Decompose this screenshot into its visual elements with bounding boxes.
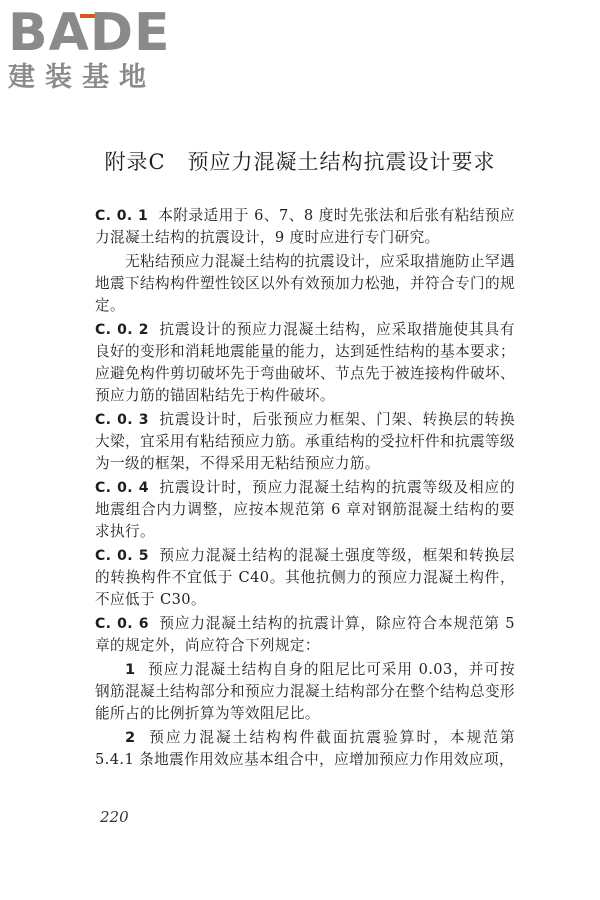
clause-c06-item-1	[95, 659, 515, 725]
document-body	[95, 205, 515, 773]
logo-wordmark: BADE	[8, 3, 171, 63]
clause-text: 抗震设计时，后张预应力框架、门架、转换层的转换大梁，宜采用有粘结预应力筋。承重结构的受拉杆件和抗震等级为一级的框架，不得采用无粘结预应力筋。	[95, 411, 515, 472]
clause-text: 本附录适用于 6、7、8 度时先张法和后张有粘结预应力混凝土结构的抗震设计，9 度时应进行专门研究。	[95, 207, 515, 246]
clause-c06-item-2	[95, 727, 515, 771]
appendix-title: 附录C 预应力混凝土结构抗震设计要求	[104, 150, 496, 174]
item-text: 预应力混凝土结构构件截面抗震验算时，本规范第 5.4.1 条地震作用效应基本组合中，应增加预应力作用效应项，	[95, 729, 515, 768]
clause-c01-continuation	[95, 251, 515, 317]
logo	[8, 3, 183, 94]
clause-text: 预应力混凝土结构的抗震计算，除应符合本规范第 5 章的规定外，尚应符合下列规定：	[95, 615, 515, 654]
clause-number: C. 0. 4	[95, 480, 149, 496]
clause-c06	[95, 613, 515, 657]
clause-c01	[95, 205, 515, 249]
clause-c03	[95, 409, 515, 475]
clause-number: C. 0. 5	[95, 548, 149, 564]
page-number: 220	[100, 808, 129, 826]
clause-text: 抗震设计的预应力混凝土结构，应采取措施使其具有良好的变形和消耗地震能量的能力，达到延性结构的基本要求；应避免构件剪切破坏先于弯曲破坏、节点先于被连接构件破坏、预应力筋的锚固粘结先于构件破坏。	[95, 321, 515, 404]
logo-subtitle: 建装基地	[8, 62, 156, 93]
clause-c05	[95, 545, 515, 611]
clause-number: C. 0. 2	[95, 322, 149, 338]
clause-number: C. 0. 1	[95, 208, 149, 224]
clause-text: 无粘结预应力混凝土结构的抗震设计，应采取措施防止罕遇地震下结构构件塑性铰区以外有效预加力松弛，并符合专门的规定。	[95, 253, 515, 314]
clause-c02	[95, 319, 515, 407]
item-number: 1	[125, 661, 136, 678]
clause-number: C. 0. 6	[95, 616, 149, 632]
item-number: 2	[125, 729, 136, 746]
clause-number: C. 0. 3	[95, 412, 149, 428]
item-text: 预应力混凝土结构自身的阻尼比可采用 0.03，并可按钢筋混凝土结构部分和预应力混凝土结构部分在整个结构总变形能所占的比例折算为等效阻尼比。	[95, 661, 515, 722]
clause-text: 预应力混凝土结构的混凝土强度等级，框架和转换层的转换构件不宜低于 C40。其他抗侧力的预应力混凝土构件，不应低于 C30。	[95, 547, 515, 608]
clause-text: 抗震设计时，预应力混凝土结构的抗震等级及相应的地震组合内力调整，应按本规范第 6 章对钢筋混凝土结构的要求执行。	[95, 479, 515, 540]
clause-c04	[95, 477, 515, 543]
